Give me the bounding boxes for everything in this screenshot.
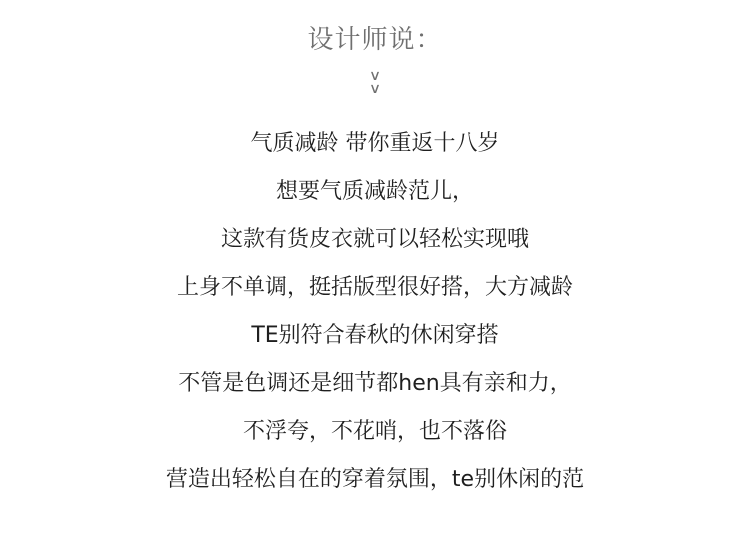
chevron-divider [0,70,750,96]
description-line: TE别符合春秋的休闲穿搭 [251,323,499,348]
description-line: 想要气质减龄范儿， [275,179,474,204]
description-text-block [0,126,750,510]
description-line: 不管是色调还是细节都hen具有亲和力， [178,371,572,396]
description-line: 不浮夸，不花哨，也不落俗 [242,419,507,444]
chevron-down-icon: ∨ [368,68,382,84]
description-line: 营造出轻松自在的穿着氛围，te别休闲的范 [165,467,585,492]
chevron-down-icon: ∨ [368,81,382,97]
description-line: 上身不单调，挺括版型很好搭，大方减龄 [176,275,573,300]
designer-says-heading: 设计师说： [307,25,443,55]
description-line: 这款有货皮衣就可以轻松实现哦 [220,227,529,252]
description-line: 气质减龄 带你重返十八岁 [250,131,500,156]
